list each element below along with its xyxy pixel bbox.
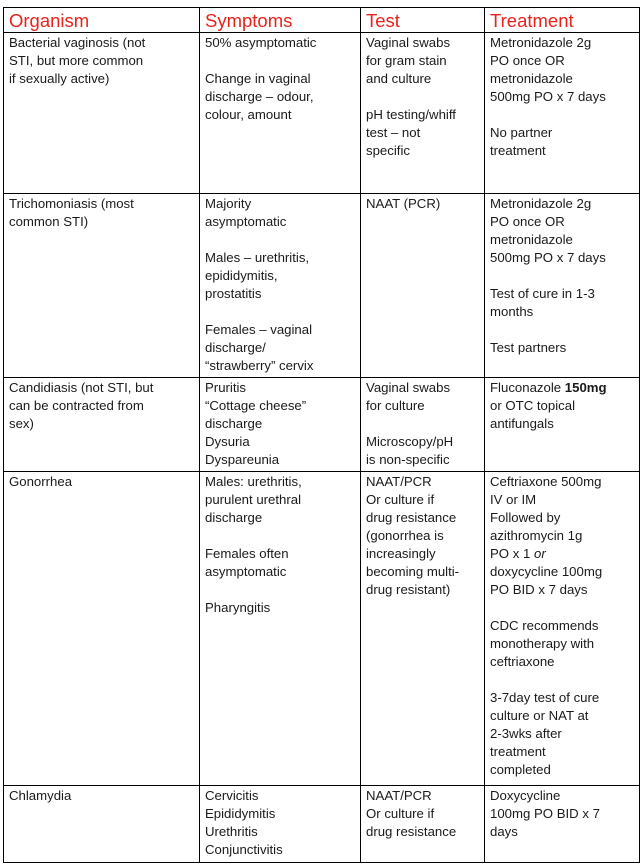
text-line: Or culture if [366,492,435,507]
text-line: months [490,304,534,319]
text-line: 50% asymptomatic [205,35,317,50]
text-line: drug resistance [366,510,457,525]
treatment-part-a [490,473,634,545]
text-line: discharge [205,416,263,431]
text-line: Metronidazole 2g [490,35,592,50]
cell-symptoms [200,33,361,194]
text-line: asymptomatic [205,564,287,579]
text-line: Ceftriaxone 500mg [490,474,602,489]
sti-table [3,7,640,863]
cell-symptoms [200,378,361,472]
table-row-gonorrhea [4,472,640,786]
text-line: Candidiasis (not STI, but [9,380,154,395]
text-line: azithromycin 1g [490,528,583,543]
text-line: common STI) [9,214,89,229]
text-line: ceftriaxone [490,654,555,669]
cell-treatment [485,33,640,194]
text-line: Males: urethritis, [205,474,302,489]
text-line: test – not [366,125,421,140]
text-line: Test partners [490,340,567,355]
text-line: IV or IM [490,492,537,507]
cell-organism [4,378,200,472]
text-line: Females – vaginal [205,322,313,337]
text-line: 100mg PO BID x 7 [490,806,600,821]
text-line: discharge – odour, [205,89,314,104]
line-gap [205,581,355,599]
text-line: if sexually active) [9,71,110,86]
text-line: purulent urethral [205,492,302,507]
text-line: Vaginal swabs [366,35,451,50]
sti-table-sheet [3,7,607,863]
header-row [4,8,640,33]
line-gap [490,106,634,124]
line-gap [366,88,479,106]
text-line: prostatitis [205,286,262,301]
treatment-first-line: Fluconazole 150mg [490,380,607,395]
line-gap [205,303,355,321]
text-line: Microscopy/pH [366,434,454,449]
line-gap [490,321,634,339]
text-line: Change in vaginal [205,71,311,86]
cell-test [361,786,485,863]
text-line: discharge [205,510,263,525]
text-line: 500mg PO x 7 days [490,89,606,104]
text-line: “Cottage cheese” [205,398,307,413]
text-line: pH testing/whiff [366,107,456,122]
line-gap [205,231,355,249]
cell-test [361,378,485,472]
table-row-chlamydia [4,786,640,863]
text-line: treatment [490,744,546,759]
text-line: Pruritis [205,380,247,395]
cell-test [361,472,485,786]
text-line: doxycycline 100mg [490,564,603,579]
cell-test [361,33,485,194]
treatment-or-line: PO x 1 or [490,546,546,561]
cell-symptoms [200,786,361,863]
text-line: metronidazole [490,71,573,86]
cell-organism [4,194,200,378]
treatment-part-b [490,563,634,779]
text-line: Pharyngitis [205,600,271,615]
header-test: Test [361,8,485,33]
cell-treatment [485,786,640,863]
text-line: drug resistance [366,824,457,839]
cell-organism [4,786,200,863]
text-line: or OTC topical [490,398,576,413]
cell-organism [4,472,200,786]
treatment-rest [490,397,634,433]
line-gap [205,527,355,545]
text-line: epididymitis, [205,268,278,283]
text-line: monotherapy with [490,636,595,651]
text-line: Trichomoniasis (most [9,196,134,211]
text-line: PO BID x 7 days [490,582,588,597]
table-row-trichomoniasis [4,194,640,378]
text-line: sex) [9,416,34,431]
cell-symptoms [200,472,361,786]
text-line: Vaginal swabs [366,380,451,395]
header-organism: Organism [4,8,200,33]
text-line: specific [366,143,410,158]
text-line: CDC recommends [490,618,599,633]
text-line: discharge/ [205,340,266,355]
text-line: drug resistant) [366,582,451,597]
text-line: Dyspareunia [205,452,280,467]
text-line: Epididymitis [205,806,276,821]
text-line: for gram stain [366,53,447,68]
text-line: colour, amount [205,107,292,122]
text-line: Females often [205,546,289,561]
text-line: antifungals [490,416,554,431]
text-line: PO once OR [490,214,565,229]
text-line: Metronidazole 2g [490,196,592,211]
cell-organism [4,33,200,194]
text-line: culture or NAT at [490,708,589,723]
cell-test [361,194,485,378]
text-line: Test of cure in 1-3 [490,286,595,301]
text-line: asymptomatic [205,214,287,229]
text-line: NAAT (PCR) [366,196,441,211]
text-line: 2-3wks after [490,726,562,741]
text-line: and culture [366,71,432,86]
text-line: Males – urethritis, [205,250,310,265]
text-line: treatment [490,143,546,158]
text-line: Chlamydia [9,788,72,803]
table-row-candidiasis [4,378,640,472]
text-line: PO once OR [490,53,565,68]
text-line: Bacterial vaginosis (not [9,35,146,50]
text-line: completed [490,762,551,777]
cell-treatment [485,378,640,472]
text-line: can be contracted from [9,398,144,413]
text-line: metronidazole [490,232,573,247]
text-line: Or culture if [366,806,435,821]
text-line: becoming multi- [366,564,460,579]
text-line: days [490,824,518,839]
cell-treatment [485,472,640,786]
text-line: Majority [205,196,252,211]
text-line: Dysuria [205,434,250,449]
line-gap [490,267,634,285]
text-line: Conjunctivitis [205,842,283,857]
text-line: NAAT/PCR [366,474,432,489]
text-line: 3-7day test of cure [490,690,600,705]
text-line: NAAT/PCR [366,788,432,803]
text-line: 500mg PO x 7 days [490,250,606,265]
cell-treatment [485,194,640,378]
text-line: “strawberry” cervix [205,358,314,373]
text-line: STI, but more common [9,53,144,68]
text-line: Urethritis [205,824,258,839]
text-line: for culture [366,398,425,413]
cell-symptoms [200,194,361,378]
text-line: Followed by [490,510,561,525]
text-line: Cervicitis [205,788,259,803]
line-gap [366,415,479,433]
text-line: (gonorrhea is [366,528,444,543]
text-line: is non-specific [366,452,450,467]
line-gap [490,671,634,689]
header-symptoms: Symptoms [200,8,361,33]
text-line: No partner [490,125,553,140]
line-gap [205,52,355,70]
line-gap [490,599,634,617]
text-line: increasingly [366,546,436,561]
header-treatment: Treatment [485,8,640,33]
table-row-bacterial-vaginosis [4,33,640,194]
text-line: Gonorrhea [9,474,73,489]
text-line: Doxycycline [490,788,561,803]
